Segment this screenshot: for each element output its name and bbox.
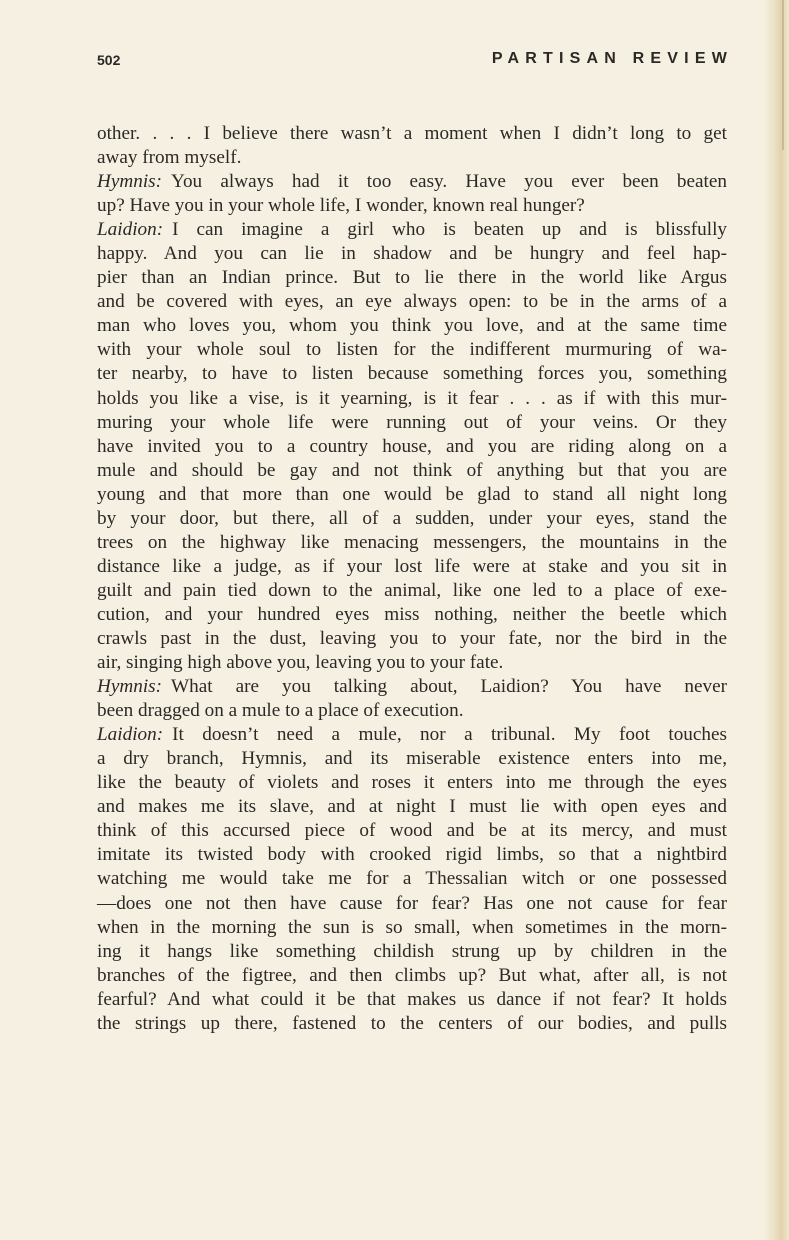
line-text: a dry branch, Hymnis, and its miserable existence enters into me, <box>97 748 727 770</box>
text-line <box>97 867 727 891</box>
line-text: pier than an Indian prince. But to lie there in the world like Argus <box>97 267 727 289</box>
text-line <box>97 435 727 459</box>
text-line <box>97 387 727 411</box>
line-text: muring your whole life were running out of your veins. Or they <box>97 411 727 433</box>
line-text: watching me would take me for a Thessalian witch or one possessed <box>97 868 727 890</box>
text-line <box>97 795 727 819</box>
line-text: What are you talking about, Laidion? You have never <box>171 676 727 698</box>
line-text: have invited you to a country house, and you are riding along on a <box>97 435 727 457</box>
text-line <box>97 747 727 771</box>
line-text: You always had it too easy. Have you ever been beaten <box>171 171 727 193</box>
text-line <box>97 146 727 170</box>
text-line <box>97 459 727 483</box>
text-line <box>97 964 727 988</box>
text-line <box>97 892 727 916</box>
page-edge-line <box>782 0 784 150</box>
line-text: been dragged on a mule to a place of execution. <box>97 700 464 722</box>
text-line <box>97 940 727 964</box>
line-text: other. . . . I believe there wasn’t a moment when I didn’t long to get <box>97 123 727 144</box>
text-line <box>97 194 727 218</box>
running-header <box>97 50 733 72</box>
line-text: away from myself. <box>97 147 242 169</box>
text-line <box>97 411 727 435</box>
line-text: with your whole soul to listen for the indifferent murmuring of wa- <box>97 339 727 361</box>
page-number: 502 <box>97 52 121 68</box>
line-text: ter nearby, to have to listen because something forces you, something <box>97 363 727 385</box>
text-line <box>97 675 727 699</box>
text-line <box>97 290 727 314</box>
text-line <box>97 242 727 266</box>
text-line <box>97 627 727 651</box>
text-line <box>97 314 727 338</box>
page-edge-shadow <box>763 0 789 1240</box>
line-text: It doesn’t need a mule, nor a tribunal. My foot touches <box>172 724 727 746</box>
line-text: the strings up there, fastened to the centers of our bodies, and pulls <box>97 1012 727 1034</box>
line-text: imitate its twisted body with crooked rigid limbs, so that a nightbird <box>97 844 727 866</box>
text-line <box>97 843 727 867</box>
line-text: ing it hangs like something childish strung up by children in the <box>97 940 727 962</box>
text-line <box>97 651 727 675</box>
line-text: fearful? And what could it be that makes us dance if not fear? It holds <box>97 988 727 1010</box>
line-text: think of this accursed piece of wood and be at its mercy, and must <box>97 820 727 842</box>
text-line <box>97 916 727 940</box>
text-line <box>97 771 727 795</box>
body-text <box>97 122 727 1036</box>
speaker-name: Hymnis: <box>97 171 163 193</box>
text-line <box>97 170 727 194</box>
line-text: branches of the figtree, and then climbs up? But what, after all, is not <box>97 964 727 986</box>
line-text: like the beauty of violets and roses it enters into me through the eyes <box>97 772 727 794</box>
line-text: and be covered with eyes, an eye always open: to be in the arms of a <box>97 291 727 313</box>
line-text: distance like a judge, as if your lost life were at stake and you sit in <box>97 555 727 577</box>
line-text: man who loves you, whom you think you love, and at the same time <box>97 315 727 337</box>
speaker-name: Hymnis: <box>97 676 163 698</box>
line-text: trees on the highway like menacing messengers, the mountains in the <box>97 531 727 553</box>
line-text: when in the morning the sun is so small, when sometimes in the morn- <box>97 916 727 938</box>
text-line <box>97 988 727 1012</box>
line-text: up? Have you in your whole life, I wonder, known real hunger? <box>97 195 585 217</box>
text-line <box>97 218 727 242</box>
line-text: —does one not then have cause for fear? Has one not cause for fear <box>97 892 727 914</box>
text-line <box>97 507 727 531</box>
text-line <box>97 579 727 603</box>
text-line <box>97 723 727 747</box>
text-line <box>97 338 727 362</box>
running-title: PARTISAN REVIEW <box>491 50 733 67</box>
text-line <box>97 819 727 843</box>
text-line <box>97 483 727 507</box>
text-line <box>97 266 727 290</box>
text-line <box>97 1012 727 1036</box>
text-line <box>97 362 727 386</box>
text-line <box>97 555 727 579</box>
text-line <box>97 122 727 146</box>
line-text: happy. And you can lie in shadow and be hungry and feel hap- <box>97 243 727 265</box>
line-text: guilt and pain tied down to the animal, like one led to a place of exe- <box>97 579 727 601</box>
line-text: cution, and your hundred eyes miss nothing, neither the beetle which <box>97 603 727 625</box>
line-text: young and that more than one would be glad to stand all night long <box>97 483 727 505</box>
text-line <box>97 531 727 555</box>
line-text: and makes me its slave, and at night I must lie with open eyes and <box>97 796 727 818</box>
line-text: I can imagine a girl who is beaten up and is blissfully <box>172 219 727 241</box>
speaker-name: Laidion: <box>97 724 164 746</box>
line-text: by your door, but there, all of a sudden, under your eyes, stand the <box>97 507 727 529</box>
line-text: crawls past in the dust, leaving you to your fate, nor the bird in the <box>97 627 727 649</box>
line-text: air, singing high above you, leaving you to your fate. <box>97 652 504 674</box>
speaker-name: Laidion: <box>97 219 164 241</box>
text-line <box>97 603 727 627</box>
text-line <box>97 699 727 723</box>
line-text: mule and should be gay and not think of anything but that you are <box>97 459 727 481</box>
line-text: holds you like a vise, is it yearning, is it fear . . . as if with this mur- <box>97 387 727 409</box>
